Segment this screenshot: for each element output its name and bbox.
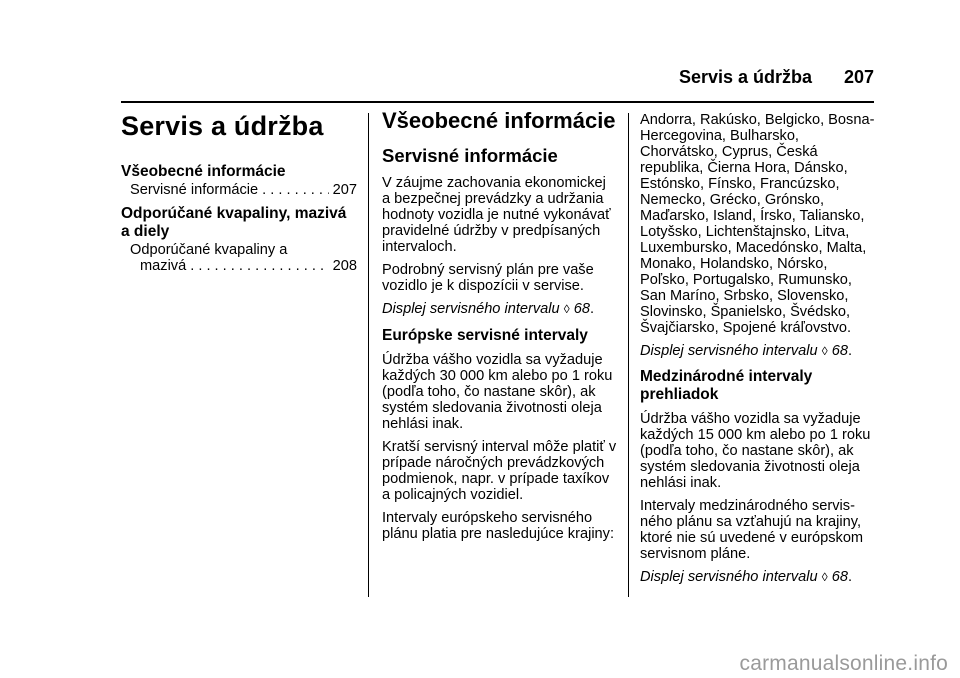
text-line: Lotyšsko, Lichtenštajnsko, Litva, (640, 224, 850, 240)
reference-text: Displej servisného intervalu (382, 301, 560, 317)
cross-reference[interactable]: Displej servisného intervalu ◊ 68. (382, 301, 594, 317)
subsection-heading-line2: prehliadok (640, 386, 719, 403)
chapter-title: Servis a údržba (121, 111, 324, 141)
text-line: Švajčiarsko, Spojené kráľovstvo. (640, 320, 852, 336)
text-line: a bezpečnej prevádzky a udržania (382, 191, 604, 207)
text-line: nehlási inak. (640, 475, 722, 491)
page-reference-icon: ◊ (563, 302, 570, 316)
subsection-heading: Európske servisné intervaly (382, 327, 588, 344)
text-line: Nemecko, Grécko, Grónsko, (640, 192, 825, 208)
text-line: (podľa toho, čo nastane skôr), ak (382, 384, 596, 400)
toc-entry-label-line2: mazivá (140, 258, 187, 274)
text-line: ktoré nie sú uvedené v európskom (640, 530, 864, 546)
text-line: pravidelné údržby v predpísaných (382, 223, 601, 239)
text-line: Slovinsko, Španielsko, Švédsko, (640, 304, 851, 320)
toc-section (121, 205, 357, 274)
text-line: nehlási inak. (382, 416, 464, 432)
reference-text: Displej servisného intervalu (640, 343, 818, 359)
page-reference-icon: ◊ (821, 570, 828, 584)
text-line: a policajných vozidiel. (382, 487, 524, 503)
subsection-heading: Servisné informácie (382, 145, 558, 166)
text-line: systém sledovania životnosti oleja (640, 459, 860, 475)
paragraph (382, 352, 618, 432)
reference-page: 68 (831, 569, 848, 585)
toc-entry-page: 207 (332, 182, 357, 198)
middle-column (382, 108, 618, 542)
text-line: Údržba vášho vozidla sa vyžaduje (382, 352, 603, 368)
text-line: Andorra, Rakúsko, Belgicko, Bosna- (640, 112, 875, 128)
text-line: Luxembursko, Macedónsko, Malta, (640, 240, 867, 256)
text-line: servisnom pláne. (640, 546, 751, 562)
text-line: Kratší servisný interval môže platiť v (382, 439, 617, 455)
page-reference-icon: ◊ (821, 344, 828, 358)
text-line: V záujme zachovania ekonomickej (382, 175, 606, 191)
toc-entry[interactable] (121, 182, 357, 198)
text-line: systém sledovania životnosti oleja (382, 400, 602, 416)
reference-page: 68 (573, 301, 590, 317)
page-number: 207 (843, 67, 874, 87)
toc-entry-page: 208 (332, 258, 357, 274)
text-line: republika, Čierna Hora, Dánsko, (640, 160, 848, 176)
section-heading: Všeobecné informácie (382, 108, 616, 133)
subsection-heading (640, 368, 876, 404)
toc-entry-label: Servisné informácie (130, 182, 259, 198)
text-line: Poľsko, Portugalsko, Rumunsko, (640, 272, 852, 288)
toc-entry[interactable] (121, 258, 357, 274)
running-header-title: Servis a údržba (678, 67, 812, 87)
cross-reference[interactable]: Displej servisného intervalu ◊ 68. (640, 343, 852, 359)
toc-section-title-line2: a diely (121, 223, 170, 240)
text-line: hodnoty vozidla je nutné vykonávať (382, 207, 611, 223)
right-column (640, 112, 876, 585)
text-line: vozidlo je k dispozícii v servise. (382, 278, 584, 294)
reference-page: 68 (831, 343, 848, 359)
paragraph (382, 262, 618, 294)
text-line: Maďarsko, Island, Írsko, Taliansko, (640, 208, 865, 224)
text-line: Údržba vášho vozidla sa vyžaduje (640, 411, 861, 427)
text-line: každých 30 000 km alebo po 1 roku (382, 368, 613, 384)
toc-entry-label-line1: Odporúčané kvapaliny a (130, 242, 288, 258)
text-line: Chorvátsko, Cyprus, Česká (640, 144, 818, 160)
paragraph (640, 411, 876, 491)
text-line: Intervaly medzinárodného servis- (640, 498, 855, 514)
reference-text: Displej servisného intervalu (640, 569, 818, 585)
cross-reference[interactable]: Displej servisného intervalu ◊ 68. (640, 569, 852, 585)
text-line: Podrobný servisný plán pre vaše (382, 262, 594, 278)
paragraph (640, 498, 876, 562)
toc-section (121, 163, 357, 198)
column-divider-right (628, 113, 629, 597)
toc-section-title: Všeobecné informácie (121, 163, 286, 180)
text-line: plánu platia pre nasledujúce krajiny: (382, 526, 615, 542)
text-line: Estónsko, Fínsko, Francúzsko, (640, 176, 840, 192)
paragraph (382, 510, 618, 542)
column-divider-left (368, 113, 369, 597)
left-column (121, 110, 357, 274)
subsection-heading-line1: Medzinárodné intervaly (640, 368, 813, 385)
paragraph (382, 439, 618, 503)
text-line: (podľa toho, čo nastane skôr), ak (640, 443, 854, 459)
toc-leader-dots (190, 258, 328, 274)
toc-section-title-line1: Odporúčané kvapaliny, mazivá (121, 205, 347, 222)
text-line: každých 15 000 km alebo po 1 roku (640, 427, 871, 443)
watermark: carmanualsonline.info (739, 652, 948, 675)
country-list (640, 112, 876, 336)
paragraph (382, 175, 618, 255)
text-line: Hercegovina, Bulharsko, (640, 128, 799, 144)
toc-leader-dots (262, 182, 328, 198)
text-line: podmienok, napr. v prípade taxíkov (382, 471, 610, 487)
text-line: intervaloch. (382, 239, 457, 255)
header-rule (121, 101, 874, 103)
text-line: Intervaly európskeho servisného (382, 510, 593, 526)
text-line: Monako, Holandsko, Nórsko, (640, 256, 828, 272)
text-line: San Maríno, Srbsko, Slovensko, (640, 288, 849, 304)
text-line: ného plánu sa vzťahujú na krajiny, (640, 514, 862, 530)
text-line: prípade náročných prevádzkových (382, 455, 605, 471)
